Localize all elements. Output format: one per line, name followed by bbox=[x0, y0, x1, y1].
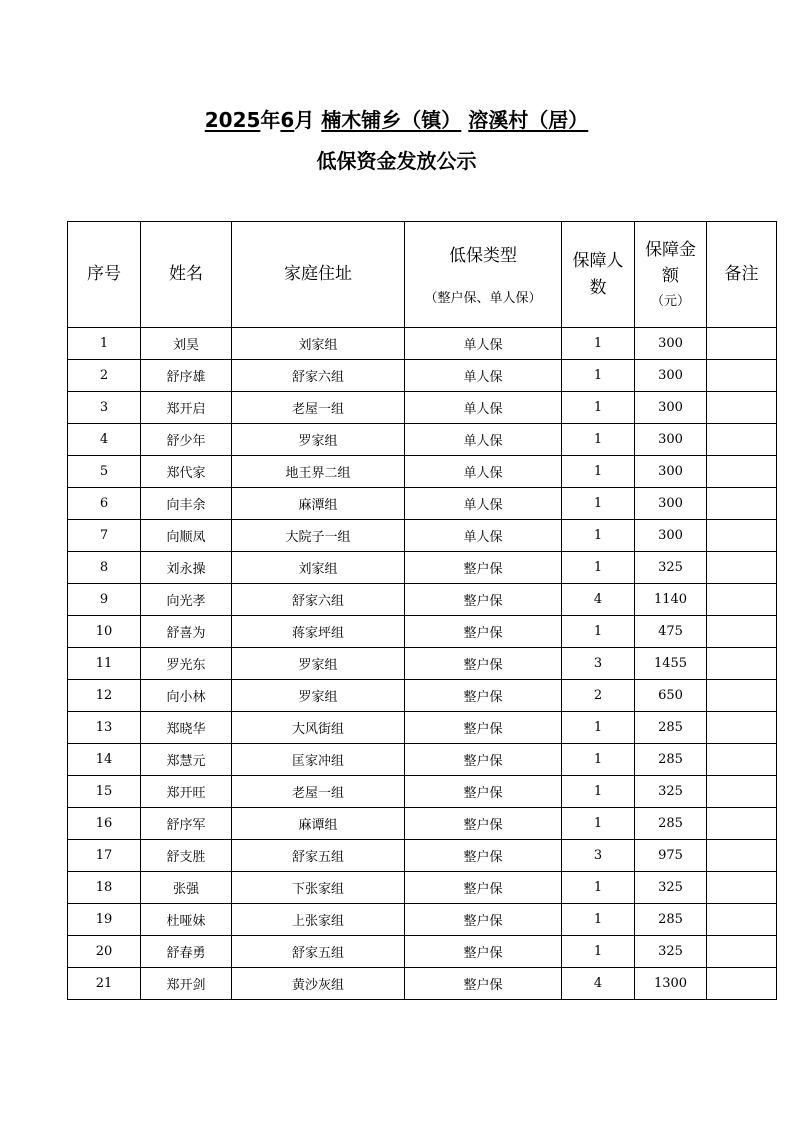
cell-type: 整户保 bbox=[405, 648, 562, 680]
cell-count: 1 bbox=[562, 552, 635, 584]
cell-type: 整户保 bbox=[405, 680, 562, 712]
cell-count: 1 bbox=[562, 776, 635, 808]
cell-seq: 7 bbox=[68, 520, 141, 552]
cell-remark bbox=[707, 616, 777, 648]
cell-address: 舒家五组 bbox=[232, 936, 405, 968]
cell-name: 舒少年 bbox=[141, 424, 232, 456]
cell-remark bbox=[707, 584, 777, 616]
cell-name: 舒支胜 bbox=[141, 840, 232, 872]
title-township: 楠木铺乡（镇） bbox=[321, 108, 462, 132]
cell-address: 麻潭组 bbox=[232, 488, 405, 520]
cell-amount: 475 bbox=[635, 616, 707, 648]
table-row bbox=[68, 584, 777, 616]
cell-type: 整户保 bbox=[405, 712, 562, 744]
cell-type: 整户保 bbox=[405, 904, 562, 936]
cell-count: 3 bbox=[562, 648, 635, 680]
cell-address: 罗家组 bbox=[232, 424, 405, 456]
cell-type: 单人保 bbox=[405, 392, 562, 424]
cell-name: 郑晓华 bbox=[141, 712, 232, 744]
cell-count: 1 bbox=[562, 904, 635, 936]
table-row bbox=[68, 424, 777, 456]
cell-address: 上张家组 bbox=[232, 904, 405, 936]
cell-count: 1 bbox=[562, 808, 635, 840]
cell-type: 整户保 bbox=[405, 808, 562, 840]
table-row bbox=[68, 456, 777, 488]
cell-type: 整户保 bbox=[405, 552, 562, 584]
cell-type: 单人保 bbox=[405, 424, 562, 456]
cell-type: 整户保 bbox=[405, 584, 562, 616]
header-count-line2: 数 bbox=[589, 277, 607, 298]
table-row bbox=[68, 520, 777, 552]
header-name: 姓名 bbox=[141, 222, 232, 328]
cell-remark bbox=[707, 808, 777, 840]
table-row bbox=[68, 744, 777, 776]
title-month-char: 月 bbox=[294, 108, 315, 132]
header-type-label: 低保类型 bbox=[449, 245, 517, 266]
header-count-line1: 保障人 bbox=[572, 251, 624, 272]
cell-name: 舒喜为 bbox=[141, 616, 232, 648]
cell-remark bbox=[707, 520, 777, 552]
cell-name: 舒序雄 bbox=[141, 360, 232, 392]
cell-name: 向顺凤 bbox=[141, 520, 232, 552]
cell-address: 老屋一组 bbox=[232, 776, 405, 808]
cell-count: 4 bbox=[562, 968, 635, 1000]
cell-name: 张强 bbox=[141, 872, 232, 904]
cell-amount: 1300 bbox=[635, 968, 707, 1000]
cell-count: 1 bbox=[562, 392, 635, 424]
cell-count: 1 bbox=[562, 616, 635, 648]
cell-address: 匡家冲组 bbox=[232, 744, 405, 776]
cell-type: 整户保 bbox=[405, 616, 562, 648]
table-row bbox=[68, 968, 777, 1000]
table-row bbox=[68, 552, 777, 584]
cell-amount: 325 bbox=[635, 936, 707, 968]
cell-amount: 300 bbox=[635, 392, 707, 424]
header-remark: 备注 bbox=[707, 222, 777, 328]
cell-count: 3 bbox=[562, 840, 635, 872]
cell-address: 大风街组 bbox=[232, 712, 405, 744]
document-subtitle: 低保资金发放公示 bbox=[316, 149, 477, 173]
cell-seq: 14 bbox=[68, 744, 141, 776]
header-amount-line2: 额 bbox=[662, 266, 679, 287]
cell-amount: 300 bbox=[635, 360, 707, 392]
document-title bbox=[0, 104, 793, 133]
cell-remark bbox=[707, 840, 777, 872]
cell-seq: 11 bbox=[68, 648, 141, 680]
table-row bbox=[68, 936, 777, 968]
cell-remark bbox=[707, 968, 777, 1000]
cell-amount: 300 bbox=[635, 488, 707, 520]
cell-name: 舒春勇 bbox=[141, 936, 232, 968]
cell-address: 刘家组 bbox=[232, 552, 405, 584]
cell-seq: 1 bbox=[68, 328, 141, 360]
cell-name: 杜哑妹 bbox=[141, 904, 232, 936]
cell-address: 罗家组 bbox=[232, 680, 405, 712]
cell-remark bbox=[707, 904, 777, 936]
header-type bbox=[405, 222, 562, 328]
table-row bbox=[68, 840, 777, 872]
cell-amount: 1455 bbox=[635, 648, 707, 680]
cell-seq: 16 bbox=[68, 808, 141, 840]
cell-remark bbox=[707, 648, 777, 680]
cell-remark bbox=[707, 776, 777, 808]
cell-amount: 650 bbox=[635, 680, 707, 712]
cell-type: 整户保 bbox=[405, 872, 562, 904]
cell-address: 地王界二组 bbox=[232, 456, 405, 488]
cell-name: 舒序军 bbox=[141, 808, 232, 840]
cell-seq: 13 bbox=[68, 712, 141, 744]
cell-amount: 300 bbox=[635, 520, 707, 552]
cell-count: 1 bbox=[562, 712, 635, 744]
cell-remark bbox=[707, 360, 777, 392]
cell-name: 郑开旺 bbox=[141, 776, 232, 808]
cell-amount: 300 bbox=[635, 328, 707, 360]
table-row bbox=[68, 360, 777, 392]
cell-remark bbox=[707, 456, 777, 488]
title-month: 6 bbox=[280, 108, 295, 132]
cell-count: 1 bbox=[562, 936, 635, 968]
cell-type: 整户保 bbox=[405, 744, 562, 776]
cell-seq: 2 bbox=[68, 360, 141, 392]
header-type-note: （整户保、单人保） bbox=[424, 290, 542, 306]
cell-name: 向丰余 bbox=[141, 488, 232, 520]
cell-remark bbox=[707, 872, 777, 904]
cell-count: 1 bbox=[562, 424, 635, 456]
cell-count: 1 bbox=[562, 360, 635, 392]
table-row bbox=[68, 680, 777, 712]
cell-address: 舒家五组 bbox=[232, 840, 405, 872]
table-row bbox=[68, 712, 777, 744]
cell-amount: 285 bbox=[635, 712, 707, 744]
table-row bbox=[68, 776, 777, 808]
table-row bbox=[68, 904, 777, 936]
table-header-row bbox=[68, 222, 777, 328]
cell-name: 罗光东 bbox=[141, 648, 232, 680]
cell-seq: 20 bbox=[68, 936, 141, 968]
cell-name: 刘永操 bbox=[141, 552, 232, 584]
cell-amount: 1140 bbox=[635, 584, 707, 616]
cell-address: 下张家组 bbox=[232, 872, 405, 904]
cell-amount: 325 bbox=[635, 872, 707, 904]
cell-remark bbox=[707, 392, 777, 424]
cell-address: 舒家六组 bbox=[232, 360, 405, 392]
title-year: 2025 bbox=[204, 108, 261, 132]
cell-remark bbox=[707, 936, 777, 968]
cell-seq: 21 bbox=[68, 968, 141, 1000]
cell-name: 刘昊 bbox=[141, 328, 232, 360]
cell-seq: 8 bbox=[68, 552, 141, 584]
cell-address: 黄沙灰组 bbox=[232, 968, 405, 1000]
header-seq: 序号 bbox=[68, 222, 141, 328]
header-amount-unit: （元） bbox=[650, 293, 690, 309]
cell-type: 整户保 bbox=[405, 936, 562, 968]
title-village: 溶溪村（居） bbox=[468, 108, 589, 132]
cell-address: 罗家组 bbox=[232, 648, 405, 680]
header-amount bbox=[635, 222, 707, 328]
cell-count: 1 bbox=[562, 744, 635, 776]
cell-count: 1 bbox=[562, 488, 635, 520]
cell-name: 郑代家 bbox=[141, 456, 232, 488]
cell-amount: 285 bbox=[635, 744, 707, 776]
header-amount-line1: 保障金 bbox=[645, 240, 696, 261]
cell-amount: 285 bbox=[635, 808, 707, 840]
cell-address: 大院子一组 bbox=[232, 520, 405, 552]
cell-count: 4 bbox=[562, 584, 635, 616]
cell-type: 单人保 bbox=[405, 520, 562, 552]
cell-name: 郑慧元 bbox=[141, 744, 232, 776]
cell-count: 1 bbox=[562, 456, 635, 488]
cell-amount: 300 bbox=[635, 424, 707, 456]
cell-seq: 4 bbox=[68, 424, 141, 456]
table-row bbox=[68, 872, 777, 904]
cell-seq: 10 bbox=[68, 616, 141, 648]
cell-remark bbox=[707, 680, 777, 712]
cell-remark bbox=[707, 328, 777, 360]
cell-name: 郑开启 bbox=[141, 392, 232, 424]
cell-seq: 3 bbox=[68, 392, 141, 424]
cell-address: 蒋家坪组 bbox=[232, 616, 405, 648]
cell-seq: 15 bbox=[68, 776, 141, 808]
cell-remark bbox=[707, 424, 777, 456]
cell-seq: 18 bbox=[68, 872, 141, 904]
cell-remark bbox=[707, 552, 777, 584]
subsidy-table bbox=[67, 221, 777, 1000]
cell-seq: 9 bbox=[68, 584, 141, 616]
table-row bbox=[68, 488, 777, 520]
cell-type: 单人保 bbox=[405, 360, 562, 392]
cell-seq: 5 bbox=[68, 456, 141, 488]
cell-address: 麻谭组 bbox=[232, 808, 405, 840]
cell-type: 单人保 bbox=[405, 488, 562, 520]
cell-type: 单人保 bbox=[405, 456, 562, 488]
header-address: 家庭住址 bbox=[232, 222, 405, 328]
cell-amount: 300 bbox=[635, 456, 707, 488]
cell-amount: 285 bbox=[635, 904, 707, 936]
cell-count: 2 bbox=[562, 680, 635, 712]
table-row bbox=[68, 392, 777, 424]
table-row bbox=[68, 616, 777, 648]
cell-remark bbox=[707, 712, 777, 744]
cell-amount: 325 bbox=[635, 552, 707, 584]
cell-count: 1 bbox=[562, 520, 635, 552]
cell-seq: 17 bbox=[68, 840, 141, 872]
cell-type: 单人保 bbox=[405, 328, 562, 360]
table-row bbox=[68, 648, 777, 680]
cell-seq: 6 bbox=[68, 488, 141, 520]
cell-amount: 975 bbox=[635, 840, 707, 872]
title-year-char: 年 bbox=[260, 108, 281, 132]
cell-name: 向光孝 bbox=[141, 584, 232, 616]
table-row bbox=[68, 808, 777, 840]
cell-amount: 325 bbox=[635, 776, 707, 808]
table-row bbox=[68, 328, 777, 360]
cell-count: 1 bbox=[562, 872, 635, 904]
cell-name: 向小林 bbox=[141, 680, 232, 712]
cell-name: 郑开剑 bbox=[141, 968, 232, 1000]
cell-seq: 12 bbox=[68, 680, 141, 712]
cell-type: 整户保 bbox=[405, 840, 562, 872]
cell-seq: 19 bbox=[68, 904, 141, 936]
header-count bbox=[562, 222, 635, 328]
cell-type: 整户保 bbox=[405, 776, 562, 808]
cell-address: 舒家六组 bbox=[232, 584, 405, 616]
cell-type: 整户保 bbox=[405, 968, 562, 1000]
cell-remark bbox=[707, 744, 777, 776]
cell-address: 刘家组 bbox=[232, 328, 405, 360]
cell-remark bbox=[707, 488, 777, 520]
cell-address: 老屋一组 bbox=[232, 392, 405, 424]
cell-count: 1 bbox=[562, 328, 635, 360]
